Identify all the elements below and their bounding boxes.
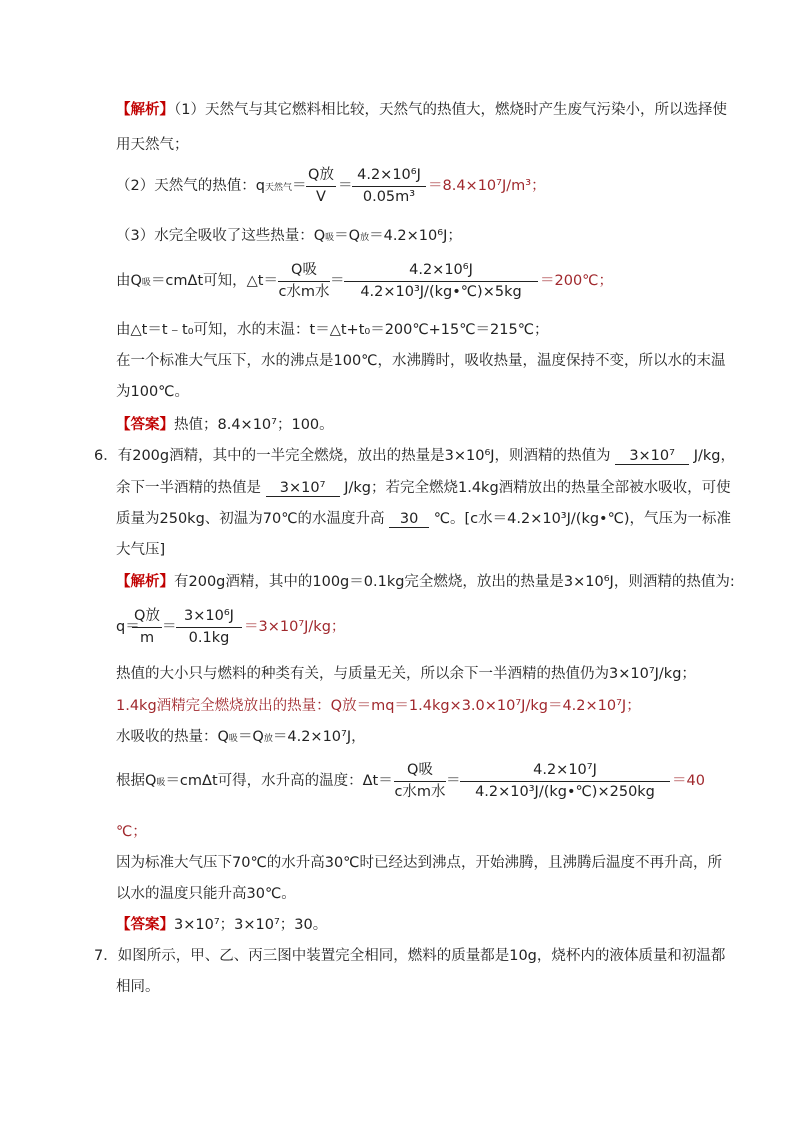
analysis-text: 用天然气；	[116, 137, 189, 153]
q6-delta-t-line	[116, 771, 393, 793]
answer-tag: 【答案】	[116, 417, 174, 433]
question-6-line-1	[94, 446, 735, 466]
formula-result: ＝3×10⁷J/kg；	[244, 619, 346, 635]
fraction-bar	[344, 281, 538, 282]
text: 根据Q	[116, 773, 157, 789]
question-text: 有200g酒精，其中的一半完全燃烧，放出的热量是3×10⁶J，则酒精的热值为	[117, 448, 611, 464]
text: （3）水完全吸收了这些热量：Q	[116, 228, 326, 244]
subscript: 放	[263, 734, 273, 744]
fraction-denominator: 4.2×10³J/(kg•℃)×250kg	[475, 784, 655, 800]
fraction-numerator: 3×10⁶J	[184, 608, 234, 624]
formula-result-unit: ℃；	[116, 824, 147, 840]
fraction-numerator: Q放	[308, 167, 334, 183]
fraction-numerator: 4.2×10⁶J	[357, 167, 421, 183]
answer-line	[116, 415, 334, 435]
formula-result: ＝8.4×10⁷J/m³；	[428, 178, 546, 194]
fraction-q-over-cm	[278, 262, 330, 302]
fraction-denominator: 0.05m³	[362, 189, 416, 205]
text: ＝cmΔt可知，△t＝	[150, 273, 278, 289]
formula-line-heat-value	[116, 176, 306, 198]
question-6-line-4: 大气压]	[116, 542, 166, 558]
fraction-denominator: 4.2×10³J/(kg•℃)×5kg	[360, 284, 522, 300]
boiling-point-line: 在一个标准大气压下，水的沸点是100℃，水沸腾时，吸收热量，温度保持不变，所以水的末温	[116, 353, 726, 369]
text: ＝Q	[334, 228, 361, 244]
question-text: ℃。[c水＝4.2×10³J/(kg•℃)，气压为一标准	[433, 511, 732, 527]
fraction-denominator: 0.1kg	[188, 630, 230, 646]
fraction-bar	[132, 627, 162, 628]
equals: ＝	[338, 178, 353, 194]
fraction-bar	[306, 186, 336, 187]
answer-blank-2: 3×10⁷	[266, 480, 340, 497]
fraction-bar	[460, 781, 670, 782]
question-text: 质量为250kg、初温为70℃的水温度升高	[116, 511, 385, 527]
fraction-denominator: c水m水	[394, 784, 446, 800]
question-text: J/kg；若完全燃烧1.4kg酒精放出的热量全部被水吸收，可使	[344, 480, 731, 496]
answer-text: 热值；8.4×10⁷；100。	[174, 417, 334, 433]
equals: ＝	[330, 273, 345, 289]
fraction-denominator: m	[139, 630, 155, 646]
fraction-numerator: Q吸	[291, 262, 317, 278]
question-7-line-1	[94, 946, 725, 966]
question-6-line-2	[116, 478, 731, 498]
q6-analysis-heat-value: 热值的大小只与燃料的种类有关，与质量无关，所以余下一半酒精的热值仍为3×10⁷J/kg；	[116, 666, 696, 682]
fraction-value	[176, 608, 242, 648]
fraction-numerator: Q放	[134, 608, 160, 624]
text: 由Q	[116, 273, 142, 289]
q6-analysis-line-1	[116, 572, 735, 592]
subscript: 放	[360, 233, 370, 243]
formula-text: （2）天然气的热值：q	[116, 178, 265, 194]
fraction-numerator: 4.2×10⁷J	[533, 762, 597, 778]
text: 水吸收的热量：Q	[116, 729, 229, 745]
answer-tag: 【答案】	[116, 917, 174, 933]
text: ＝4.2×10⁷J，	[272, 729, 366, 745]
question-text: 如图所示，甲、乙、丙三图中装置完全相同，燃料的质量都是10g，烧杯内的液体质量和初温都	[117, 948, 726, 964]
analysis-line-2	[116, 135, 189, 155]
fraction-value	[352, 167, 426, 207]
question-text: 余下一半酒精的热值是	[116, 480, 261, 496]
formula-prefix: q＝	[116, 619, 140, 635]
fraction-q-over-cm	[394, 762, 446, 802]
equals: ＝	[162, 619, 177, 635]
delta-t-formula-line	[116, 271, 278, 293]
boiling-point-line-2: 为100℃。	[116, 384, 189, 400]
equals: ＝	[291, 178, 307, 194]
fraction-q-over-m	[132, 608, 162, 648]
formula-result: ＝40	[672, 773, 705, 789]
equals: ＝	[446, 773, 461, 789]
text: ＝cmΔt可得，水升高的温度：Δt＝	[165, 773, 393, 789]
question-6-line-3	[116, 509, 731, 529]
subscript: 吸	[325, 233, 335, 243]
question-number: 7．	[94, 948, 118, 964]
analysis-line-1	[116, 100, 727, 120]
subscript: 吸	[228, 734, 238, 744]
fraction-bar	[394, 781, 446, 782]
q6-answer-line	[116, 915, 327, 935]
q6-analysis-conclusion-1: 因为标准大气压下70℃的水升高30℃时已经达到沸点，开始沸腾，且沸腾后温度不再升高，所	[116, 855, 722, 871]
q6-analysis-conclusion-2: 以水的温度只能升高30℃。	[116, 886, 296, 902]
text: ＝Q	[237, 729, 264, 745]
fraction-q-over-v	[306, 167, 336, 207]
question-text: J/kg，	[693, 448, 736, 464]
analysis-text: （1）天然气与其它燃料相比较，天然气的热值大，燃烧时产生废气污染小，所以选择使	[174, 102, 727, 118]
question-number: 6．	[94, 448, 118, 464]
text: ＝4.2×10⁶J；	[369, 228, 462, 244]
fraction-bar	[352, 186, 426, 187]
q6-analysis-heat-released: 1.4kg酒精完全燃烧放出的热量：Q放＝mq＝1.4kg×3.0×10⁷J/kg＝4.2×10⁷J；	[116, 698, 641, 714]
final-temp-line: 由△t＝t﹣t₀可知，水的末温：t＝△t+t₀＝200℃+15℃＝215℃；	[116, 322, 549, 338]
answer-blank-1: 3×10⁷	[615, 448, 689, 465]
absorbed-heat-line	[116, 226, 462, 248]
fraction-bar	[278, 281, 330, 282]
q6-analysis-absorbed	[116, 727, 366, 749]
fraction-denominator: V	[316, 189, 326, 205]
fraction-bar	[176, 627, 242, 628]
subscript: 吸	[156, 778, 166, 788]
answer-blank-3: 30	[389, 511, 429, 528]
subscript: 吸	[141, 278, 151, 288]
analysis-text: 有200g酒精，其中的100g＝0.1kg完全燃烧，放出的热量是3×10⁶J，则酒精的热值为:	[174, 574, 735, 590]
fraction-numerator: Q吸	[407, 762, 433, 778]
answer-text: 3×10⁷；3×10⁷；30。	[174, 917, 328, 933]
question-7-line-2: 相同。	[116, 979, 160, 995]
fraction-numerator: 4.2×10⁶J	[409, 262, 473, 278]
fraction-value	[344, 262, 538, 302]
fraction-denominator: c水m水	[278, 284, 330, 300]
analysis-tag: 【解析】	[116, 102, 174, 118]
formula-result: ＝200℃；	[540, 273, 613, 289]
fraction-value	[460, 762, 670, 802]
subscript: 天然气	[264, 183, 292, 193]
analysis-tag: 【解析】	[116, 574, 174, 590]
